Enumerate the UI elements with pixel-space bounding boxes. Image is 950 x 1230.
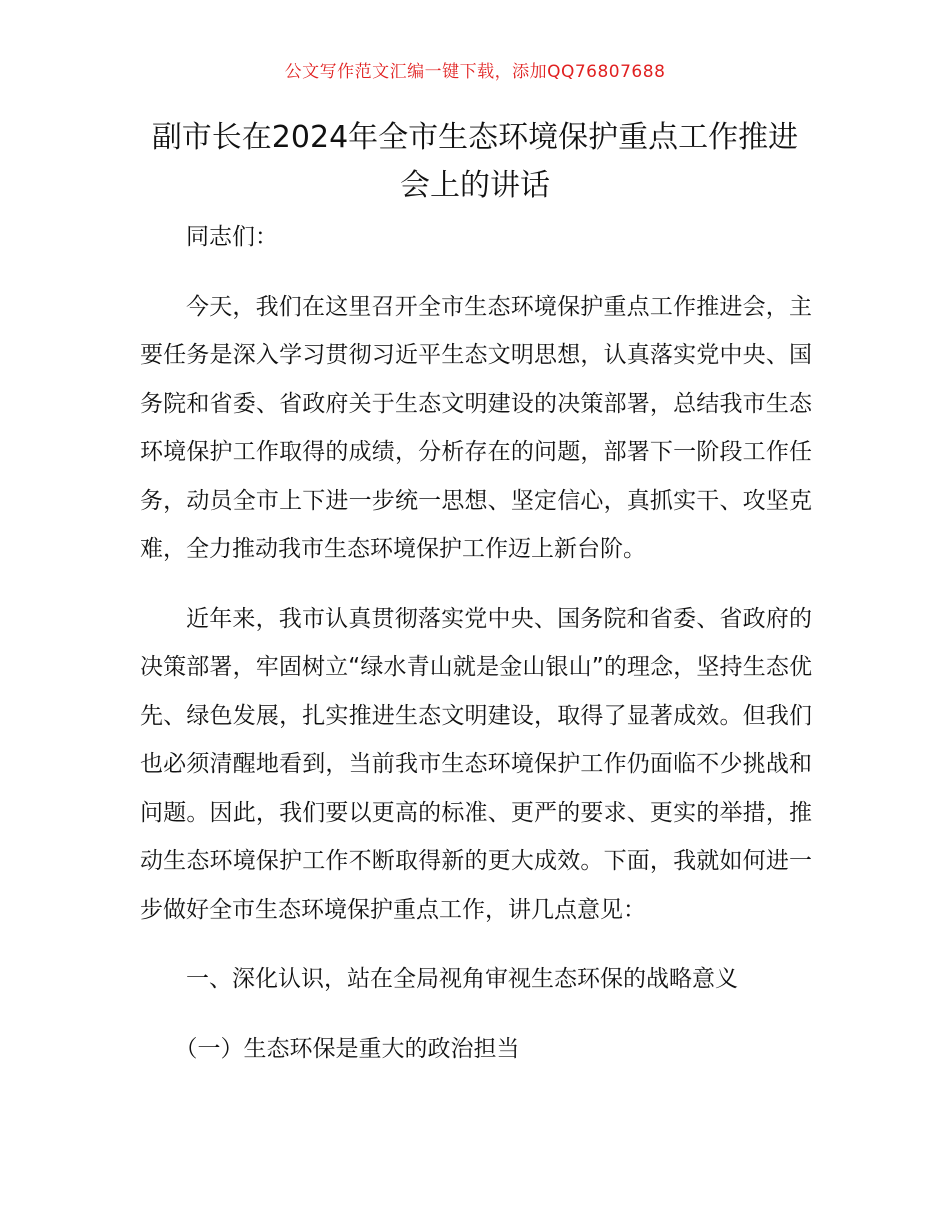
- document-title: 副市长在2024年全市生态环境保护重点工作推进会上的讲话: [151, 120, 799, 203]
- subsection-heading-1: （一）生态环保是重大的政治担当: [174, 1035, 520, 1062]
- section-heading-1: 一、深化认识，站在全局视角审视生态环保的战略意义: [186, 966, 738, 992]
- document-body: [140, 213, 812, 1073]
- paragraph-background: 近年来，我市认真贯彻落实党中央、国务院和省委、省政府的决策部署，牢固树立“绿水青山就是金山银山”的理念，坚持生态优先、绿色发展，扎实推进生态文明建设，取得了显著成效。但我们也必须清醒地看到，当前我市生态环境保护工作仍面临不少挑战和问题。因此，我们要以更高的标准、更严的要求、更实的举措，推动生态环境保护工作不断取得新的更大成效。下面，我就如何进一步做好全市生态环境保护重点工作，讲几点意见：: [140, 605, 812, 923]
- paragraph-intro: 今天，我们在这里召开全市生态环境保护重点工作推进会，主要任务是深入学习贯彻习近平生态文明思想，认真落实党中央、国务院和省委、省政府关于生态文明建设的决策部署，总结我市生态环境保护工作取得的成绩，分析存在的问题，部署下一阶段工作任务，动员全市上下进一步统一思想、坚定信心，真抓实干、攻坚克难，全力推动我市生态环境保护工作迈上新台阶。: [140, 293, 812, 562]
- download-watermark: 公文写作范文汇编一键下载，添加QQ76807688: [284, 62, 666, 82]
- greeting: 同志们：: [186, 224, 278, 250]
